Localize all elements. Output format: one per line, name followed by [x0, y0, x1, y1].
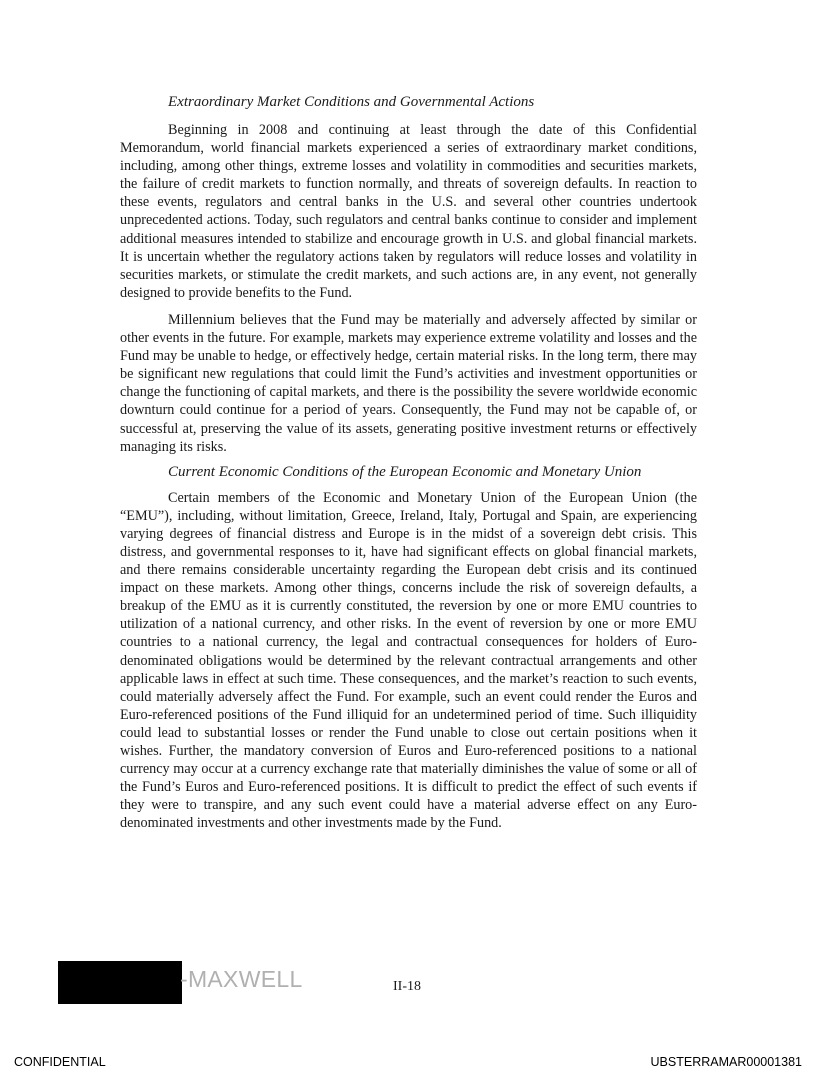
redaction-block [58, 961, 182, 1004]
maxwell-stamp: -MAXWELL [180, 966, 303, 992]
document-body [120, 93, 697, 841]
paragraph-market-conditions-1: Beginning in 2008 and continuing at least through the date of this Confidential Memorandum, world financial markets experienced a series of extraordinary market conditions, including, among other things, extreme losses and volatility in commodities and securities markets, the failure of credit markets to function normally, and threats of sovereign defaults. In reaction to these events, regulators and central banks in the U.S. and several other countries undertook unprecedented actions. Today, such regulators and central banks continue to consider and implement additional measures intended to stabilize and encourage growth in U.S. and global financial markets. It is uncertain whether the regulatory actions taken by regulators will reduce losses and volatility in securities markets, or stimulate the credit markets, and such actions are, in any event, not generally designed to provide benefits to the Fund. [120, 122, 697, 301]
confidential-label: CONFIDENTIAL [14, 1055, 106, 1069]
paragraph-market-conditions-2: Millennium believes that the Fund may be materially and adversely affected by similar or other events in the future. For example, markets may experience extreme volatility and losses and the Fund may be unable to hedge, or effectively hedge, certain material risks. In the long term, there may be significant new regulations that could limit the Fund’s activities and investment opportunities or change the functioning of capital markets, and there is the possibility the severe worldwide economic downturn could continue for a period of years. Consequently, the Fund may not be capable of, or successful at, preserving the value of its assets, generating positive investment returns or effectively managing its risks. [120, 311, 697, 455]
section-heading-market-conditions: Extraordinary Market Conditions and Governmental Actions [168, 94, 535, 110]
bates-number: UBSTERRAMAR00001381 [650, 1055, 802, 1069]
page-number: II-18 [393, 979, 421, 994]
paragraph-emu-1: Certain members of the Economic and Monetary Union of the European Union (the “EMU”), including, without limitation, Greece, Ireland, Italy, Portugal and Spain, are experiencing varying degrees of financial distress and Europe is in the midst of a sovereign debt crisis. This distress, and governmental responses to it, have had significant effects on global financial markets, and there remains considerable uncertainty regarding the European debt crisis and its continued impact on these markets. Among other things, concerns include the risk of sovereign defaults, a breakup of the EMU as it is currently constituted, the reversion by one or more EMU countries to utilization of a national currency, and other risks. In the event of reversion by one or more EMU countries to a national currency, the legal and contractual consequences for holders of Euro-denominated obligations would be determined by the relevant contractual arrangements and other applicable laws in effect at such time. These consequences, and the market’s reaction to such events, could materially adversely affect the Fund. For example, such an event could render the Euros and Euro-referenced positions of the Fund illiquid for an undetermined period of time. Such illiquidity could lead to substantial losses or render the Fund unable to close out certain positions when it wishes. Further, the mandatory conversion of Euros and Euro-referenced positions to a national currency may occur at a currency exchange rate that materially diminishes the value of some or all of the Fund’s Euros and Euro-referenced positions. It is difficult to predict the effect of such events if they were to transpire, and any such event could have a material adverse effect on any Euro-denominated investments and other investments made by the Fund. [120, 489, 697, 832]
section-heading-emu: Current Economic Conditions of the European Economic and Monetary Union [168, 463, 642, 480]
